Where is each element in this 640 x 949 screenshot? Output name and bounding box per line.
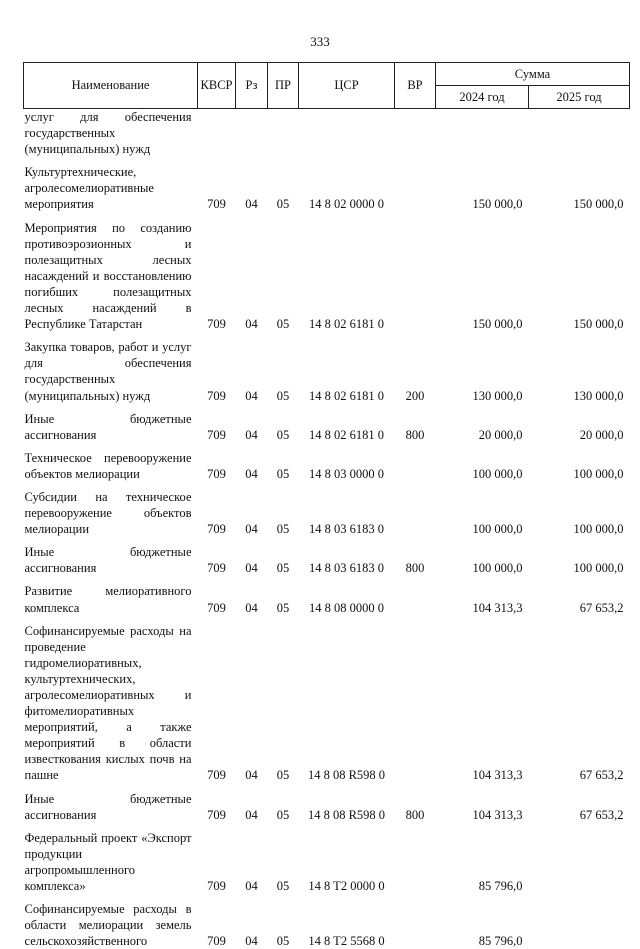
- cell-csr: 14 8 02 6181 0: [299, 404, 395, 443]
- table-row: [24, 157, 630, 212]
- cell-kvsr: 709: [198, 784, 236, 823]
- cell-2025: 67 653,2: [529, 784, 630, 823]
- table-row: [24, 213, 630, 333]
- cell-2025: 100 000,0: [529, 537, 630, 576]
- cell-rz: 04: [236, 157, 268, 212]
- cell-name: Культуртехнические, агролесомелиоративные мероприятия: [24, 157, 198, 212]
- header-kvsr: КВСР: [198, 63, 236, 109]
- cell-2024: 104 313,3: [436, 616, 529, 784]
- cell-kvsr: 709: [198, 482, 236, 537]
- cell-2024: 100 000,0: [436, 482, 529, 537]
- header-year-2025: 2025 год: [529, 86, 630, 109]
- cell-vr: [395, 443, 436, 482]
- cell-pr: 05: [268, 537, 299, 576]
- table-row: [24, 404, 630, 443]
- table-row: [24, 332, 630, 403]
- cell-csr: [299, 109, 395, 158]
- cell-pr: 05: [268, 482, 299, 537]
- cell-pr: 05: [268, 332, 299, 403]
- cell-kvsr: 709: [198, 157, 236, 212]
- header-vr: ВР: [395, 63, 436, 109]
- cell-kvsr: 709: [198, 894, 236, 949]
- cell-pr: 05: [268, 894, 299, 949]
- cell-2024: 104 313,3: [436, 784, 529, 823]
- cell-pr: 05: [268, 213, 299, 333]
- cell-csr: 14 8 02 6181 0: [299, 332, 395, 403]
- cell-2024: 150 000,0: [436, 213, 529, 333]
- cell-vr: [395, 616, 436, 784]
- cell-2024: 100 000,0: [436, 443, 529, 482]
- header-name: Наименование: [24, 63, 198, 109]
- table-row: [24, 616, 630, 784]
- cell-csr: 14 8 08 R598 0: [299, 784, 395, 823]
- cell-kvsr: 709: [198, 332, 236, 403]
- cell-kvsr: 709: [198, 404, 236, 443]
- cell-2024: 150 000,0: [436, 157, 529, 212]
- cell-kvsr: 709: [198, 616, 236, 784]
- cell-kvsr: 709: [198, 576, 236, 615]
- page-number: 333: [0, 34, 640, 50]
- cell-rz: 04: [236, 213, 268, 333]
- cell-vr: 800: [395, 784, 436, 823]
- cell-pr: 05: [268, 784, 299, 823]
- cell-rz: 04: [236, 443, 268, 482]
- header-csr: ЦСР: [299, 63, 395, 109]
- cell-2025: 150 000,0: [529, 213, 630, 333]
- cell-vr: [395, 213, 436, 333]
- cell-vr: 800: [395, 404, 436, 443]
- cell-vr: [395, 482, 436, 537]
- cell-pr: 05: [268, 823, 299, 894]
- cell-2024: 20 000,0: [436, 404, 529, 443]
- cell-kvsr: 709: [198, 537, 236, 576]
- header-rz: Рз: [236, 63, 268, 109]
- cell-name: Федеральный проект «Экспорт продукции агропромышленного комплекса»: [24, 823, 198, 894]
- cell-2025: 100 000,0: [529, 482, 630, 537]
- table-row: [24, 576, 630, 615]
- cell-2025: [529, 823, 630, 894]
- table-body: [24, 109, 630, 949]
- cell-2025: 20 000,0: [529, 404, 630, 443]
- table-row: [24, 894, 630, 949]
- cell-pr: 05: [268, 576, 299, 615]
- table-row: [24, 537, 630, 576]
- cell-2024: [436, 109, 529, 158]
- cell-name: Софинансируемые расходы на проведение гидромелиоративных, культуртехнических, агролесомелиоративных и фитомелиоративных мероприятий, а также мероприятий в области известкования кислых почв на пашне: [24, 616, 198, 784]
- cell-rz: 04: [236, 332, 268, 403]
- cell-name: Иные бюджетные ассигнования: [24, 404, 198, 443]
- cell-2025: 67 653,2: [529, 616, 630, 784]
- cell-2024: 130 000,0: [436, 332, 529, 403]
- cell-csr: 14 8 03 6183 0: [299, 482, 395, 537]
- cell-vr: [395, 894, 436, 949]
- cell-csr: 14 8 02 6181 0: [299, 213, 395, 333]
- table-row: [24, 443, 630, 482]
- cell-name: Субсидии на техническое перевооружение объектов мелиорации: [24, 482, 198, 537]
- cell-rz: 04: [236, 784, 268, 823]
- cell-2025: 67 653,2: [529, 576, 630, 615]
- cell-kvsr: 709: [198, 213, 236, 333]
- header-pr: ПР: [268, 63, 299, 109]
- cell-csr: 14 8 08 R598 0: [299, 616, 395, 784]
- header-year-2024: 2024 год: [436, 86, 529, 109]
- cell-name: услуг для обеспечения государственных (муниципальных) нужд: [24, 109, 198, 158]
- cell-pr: 05: [268, 404, 299, 443]
- cell-name: Иные бюджетные ассигнования: [24, 784, 198, 823]
- cell-rz: 04: [236, 537, 268, 576]
- cell-pr: 05: [268, 443, 299, 482]
- cell-rz: 04: [236, 404, 268, 443]
- cell-rz: [236, 109, 268, 158]
- table-row: [24, 109, 630, 158]
- cell-csr: 14 8 03 6183 0: [299, 537, 395, 576]
- cell-rz: 04: [236, 576, 268, 615]
- cell-csr: 14 8 02 0000 0: [299, 157, 395, 212]
- cell-rz: 04: [236, 894, 268, 949]
- cell-name: Мероприятия по созданию противоэрозионных и полезащитных лесных насаждений и восстановлению погибших полезащитных лесных насаждений в Республике Татарстан: [24, 213, 198, 333]
- cell-csr: 14 8 T2 0000 0: [299, 823, 395, 894]
- cell-vr: [395, 576, 436, 615]
- cell-name: Софинансируемые расходы в области мелиорации земель сельскохозяйственного: [24, 894, 198, 949]
- cell-vr: 200: [395, 332, 436, 403]
- cell-vr: 800: [395, 537, 436, 576]
- cell-csr: 14 8 T2 5568 0: [299, 894, 395, 949]
- table-row: [24, 784, 630, 823]
- cell-kvsr: [198, 109, 236, 158]
- cell-vr: [395, 109, 436, 158]
- cell-vr: [395, 157, 436, 212]
- cell-2025: [529, 894, 630, 949]
- cell-csr: 14 8 03 0000 0: [299, 443, 395, 482]
- cell-name: Закупка товаров, работ и услуг для обеспечения государственных (муниципальных) нужд: [24, 332, 198, 403]
- cell-2025: 100 000,0: [529, 443, 630, 482]
- table-row: [24, 823, 630, 894]
- cell-pr: 05: [268, 616, 299, 784]
- cell-2025: [529, 109, 630, 158]
- cell-name: Иные бюджетные ассигнования: [24, 537, 198, 576]
- cell-2024: 85 796,0: [436, 894, 529, 949]
- cell-pr: [268, 109, 299, 158]
- cell-vr: [395, 823, 436, 894]
- cell-name: Развитие мелиоративного комплекса: [24, 576, 198, 615]
- cell-kvsr: 709: [198, 443, 236, 482]
- cell-pr: 05: [268, 157, 299, 212]
- budget-table: [23, 62, 630, 949]
- cell-csr: 14 8 08 0000 0: [299, 576, 395, 615]
- cell-2025: 130 000,0: [529, 332, 630, 403]
- cell-2024: 104 313,3: [436, 576, 529, 615]
- cell-2024: 100 000,0: [436, 537, 529, 576]
- cell-rz: 04: [236, 823, 268, 894]
- cell-2025: 150 000,0: [529, 157, 630, 212]
- cell-rz: 04: [236, 616, 268, 784]
- cell-rz: 04: [236, 482, 268, 537]
- cell-kvsr: 709: [198, 823, 236, 894]
- cell-name: Техническое перевооружение объектов мелиорации: [24, 443, 198, 482]
- cell-2024: 85 796,0: [436, 823, 529, 894]
- header-sum: Сумма: [436, 63, 630, 86]
- table-row: [24, 482, 630, 537]
